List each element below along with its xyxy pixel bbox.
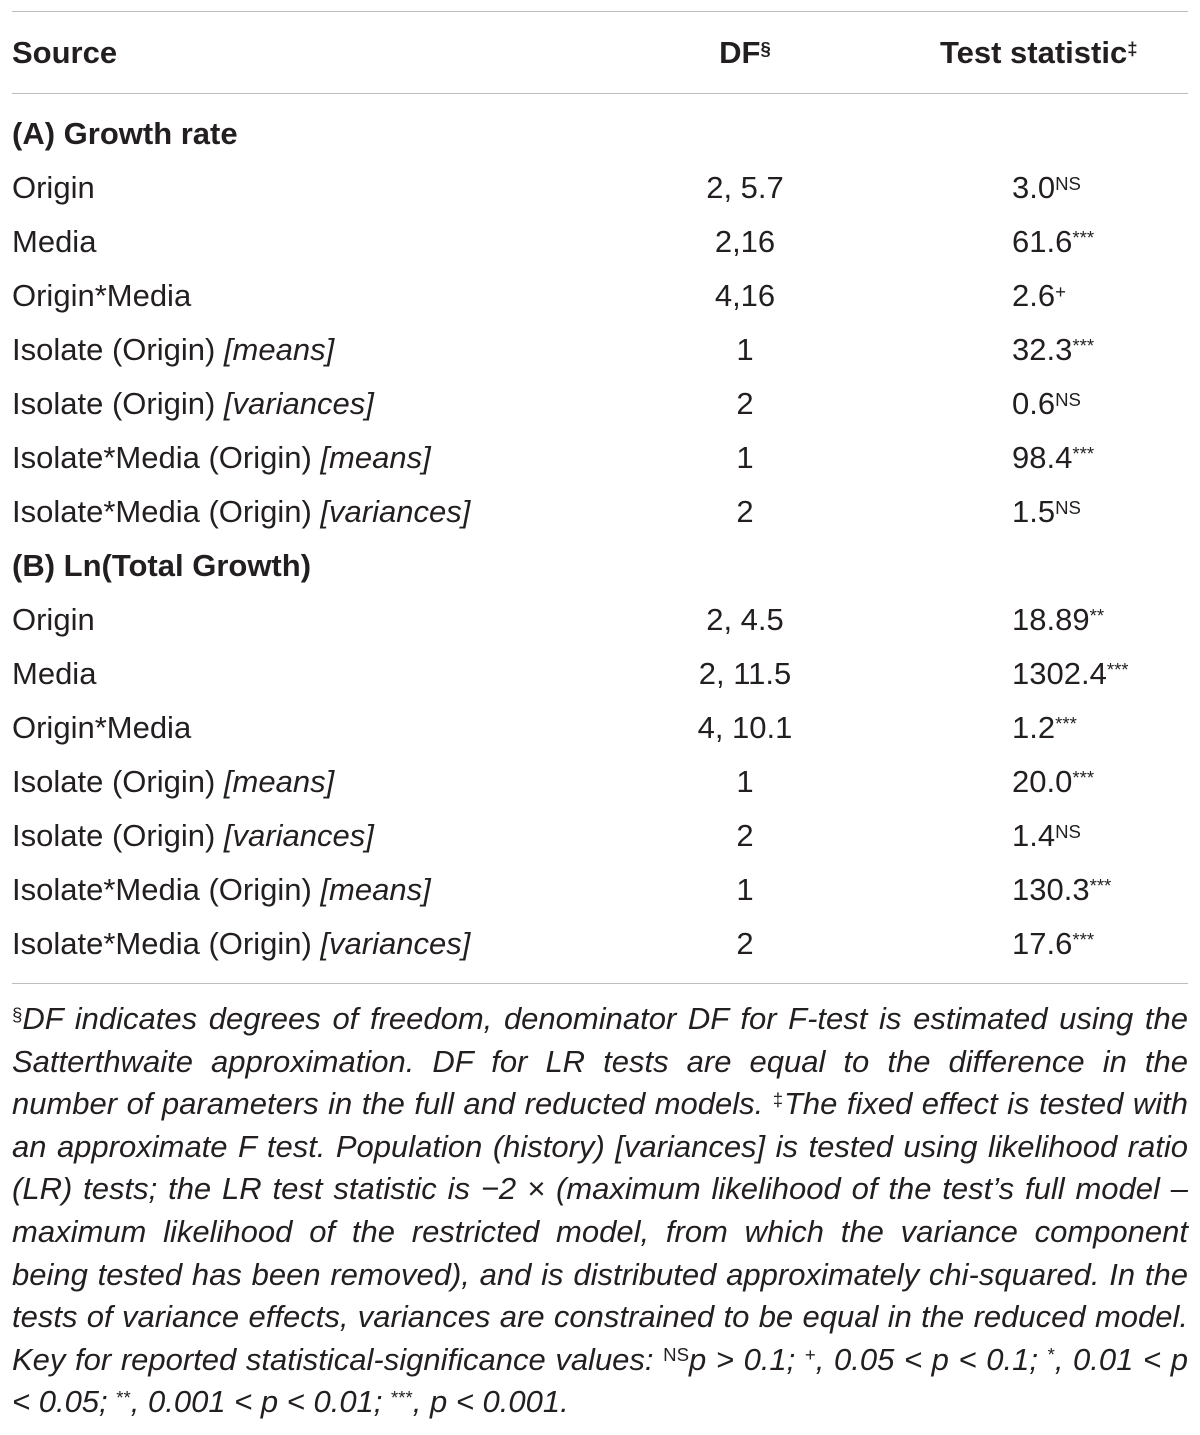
footnote-text: The fixed effect is tested with an approximate F test. Population (history) [variances] is tested using likelihood ratio (LR) tests; the LR test statistic is −2 × (maximum likelihood of the test’s full model – maximum likelihood of the restricted model, from which the variance component being tested has been removed), and is distributed approximately chi-squared. In the tests of variance effects, variances are constrained to be equal in the reduced model. Key for reported statistical-significance values: bbox=[12, 1086, 1188, 1377]
row-stat bbox=[1012, 431, 1094, 485]
row-df: 2 bbox=[736, 386, 754, 421]
table-row bbox=[0, 917, 1200, 971]
row-source-text: Origin bbox=[12, 170, 95, 205]
row-qualifier: [means] bbox=[223, 764, 335, 799]
row-source-text: Isolate*Media (Origin) bbox=[12, 440, 321, 475]
row-stat-value: 1.2 bbox=[1012, 710, 1056, 745]
header-df-mark: § bbox=[760, 37, 771, 59]
row-stat-value: 20.0 bbox=[1012, 764, 1073, 799]
row-sig: *** bbox=[1072, 766, 1095, 788]
row-df: 4, 10.1 bbox=[697, 710, 793, 745]
row-sig: *** bbox=[1072, 442, 1095, 464]
footnote-mark: + bbox=[804, 1344, 816, 1366]
row-df: 2, 5.7 bbox=[706, 170, 784, 205]
row-sig: *** bbox=[1072, 928, 1095, 950]
row-df: 1 bbox=[736, 764, 754, 799]
row-sig: ** bbox=[1089, 604, 1105, 626]
footnote-text: , p < 0.001. bbox=[412, 1384, 569, 1420]
table-row bbox=[0, 485, 1200, 539]
row-source bbox=[12, 215, 96, 269]
footnote-text: DF indicates degrees of freedom, denominator DF for F-test is estimated using the Satterthwaite approximation. DF for LR tests are equal to the difference in the number of parameters in the full and reducted models. bbox=[12, 1001, 1188, 1122]
row-sig: *** bbox=[1072, 334, 1095, 356]
section-title: (A) Growth rate bbox=[12, 116, 238, 151]
footnote-mark: § bbox=[12, 1003, 23, 1025]
row-stat-value: 32.3 bbox=[1012, 332, 1073, 367]
table-row bbox=[0, 701, 1200, 755]
table-row bbox=[0, 161, 1200, 215]
row-source-text: Isolate (Origin) bbox=[12, 818, 224, 853]
row-stat-value: 2.6 bbox=[1012, 278, 1056, 313]
row-sig: NS bbox=[1055, 820, 1081, 842]
table-row bbox=[0, 863, 1200, 917]
section-title-a bbox=[0, 107, 1200, 161]
row-df: 2, 11.5 bbox=[698, 656, 792, 691]
row-source bbox=[12, 863, 431, 917]
row-stat bbox=[1012, 161, 1081, 215]
row-stat-value: 130.3 bbox=[1012, 872, 1090, 907]
row-stat bbox=[1012, 485, 1081, 539]
row-df: 2 bbox=[736, 926, 754, 961]
section-title-b bbox=[0, 539, 1200, 593]
section-title: (B) Ln(Total Growth) bbox=[12, 548, 312, 583]
row-sig: + bbox=[1055, 280, 1066, 302]
row-stat bbox=[1012, 863, 1111, 917]
footnote-mark: * bbox=[1047, 1344, 1055, 1366]
row-df: 1 bbox=[736, 440, 754, 475]
row-qualifier: [variances] bbox=[223, 818, 374, 853]
row-df: 2 bbox=[736, 818, 754, 853]
table-row bbox=[0, 593, 1200, 647]
row-source-text: Isolate*Media (Origin) bbox=[12, 494, 321, 529]
row-df: 2,16 bbox=[714, 224, 776, 259]
header-stat bbox=[940, 26, 1138, 80]
row-df: 1 bbox=[736, 872, 754, 907]
row-source bbox=[12, 269, 191, 323]
bottom-rule bbox=[12, 983, 1188, 984]
row-source bbox=[12, 485, 470, 539]
table-row bbox=[0, 269, 1200, 323]
header-row bbox=[0, 26, 1200, 80]
row-source bbox=[12, 755, 334, 809]
table-row bbox=[0, 809, 1200, 863]
footnote-text: p > 0.1; bbox=[689, 1341, 805, 1377]
header-stat-mark: ‡ bbox=[1127, 37, 1138, 59]
row-stat bbox=[1012, 755, 1094, 809]
table-footnote bbox=[12, 998, 1188, 1424]
row-stat bbox=[1012, 809, 1081, 863]
table-row bbox=[0, 377, 1200, 431]
row-source bbox=[12, 377, 374, 431]
row-source bbox=[12, 647, 96, 701]
row-stat-value: 3.0 bbox=[1012, 170, 1056, 205]
row-source-text: Media bbox=[12, 656, 97, 691]
row-df: 4,16 bbox=[714, 278, 776, 313]
row-stat-value: 61.6 bbox=[1012, 224, 1073, 259]
row-stat bbox=[1012, 269, 1066, 323]
table-row bbox=[0, 431, 1200, 485]
row-stat-value: 17.6 bbox=[1012, 926, 1073, 961]
row-sig: *** bbox=[1089, 874, 1112, 896]
row-stat-value: 0.6 bbox=[1012, 386, 1056, 421]
header-df-label: DF bbox=[719, 35, 761, 70]
row-source bbox=[12, 917, 470, 971]
row-stat bbox=[1012, 917, 1094, 971]
row-source bbox=[12, 161, 95, 215]
footnote-text: , 0.05 < p < 0.1; bbox=[815, 1341, 1048, 1377]
row-sig: NS bbox=[1055, 172, 1081, 194]
row-qualifier: [means] bbox=[320, 440, 431, 475]
row-qualifier: [means] bbox=[320, 872, 431, 907]
row-sig: *** bbox=[1055, 712, 1077, 734]
row-qualifier: [variances] bbox=[223, 386, 374, 421]
row-df: 1 bbox=[736, 332, 754, 367]
header-stat-label: Test statistic bbox=[940, 35, 1128, 70]
row-stat bbox=[1012, 593, 1104, 647]
row-df: 2 bbox=[736, 494, 754, 529]
row-source bbox=[12, 323, 334, 377]
row-stat-value: 98.4 bbox=[1012, 440, 1073, 475]
header-rule bbox=[12, 93, 1188, 94]
row-stat-value: 1.4 bbox=[1012, 818, 1056, 853]
row-source-text: Isolate*Media (Origin) bbox=[12, 926, 321, 961]
row-stat bbox=[1012, 701, 1077, 755]
footnote-mark: ‡ bbox=[772, 1088, 784, 1110]
row-sig: *** bbox=[1072, 226, 1095, 248]
row-sig: NS bbox=[1055, 496, 1081, 518]
header-df bbox=[605, 26, 885, 80]
table-row bbox=[0, 755, 1200, 809]
header-source: Source bbox=[12, 35, 118, 70]
footnote-mark: *** bbox=[391, 1386, 413, 1408]
row-df: 2, 4.5 bbox=[706, 602, 784, 637]
top-rule bbox=[12, 11, 1188, 12]
table-row bbox=[0, 647, 1200, 701]
row-source-text: Origin*Media bbox=[12, 710, 192, 745]
footnote-mark: ** bbox=[116, 1386, 131, 1408]
row-qualifier: [means] bbox=[223, 332, 335, 367]
row-source bbox=[12, 701, 191, 755]
row-qualifier: [variances] bbox=[320, 494, 471, 529]
row-source bbox=[12, 431, 431, 485]
row-source-text: Isolate (Origin) bbox=[12, 332, 224, 367]
row-stat bbox=[1012, 323, 1094, 377]
row-source-text: Origin bbox=[12, 602, 95, 637]
row-source-text: Isolate*Media (Origin) bbox=[12, 872, 321, 907]
row-qualifier: [variances] bbox=[320, 926, 471, 961]
row-source-text: Origin*Media bbox=[12, 278, 192, 313]
row-sig: *** bbox=[1106, 658, 1129, 680]
row-stat bbox=[1012, 377, 1081, 431]
table-row bbox=[0, 323, 1200, 377]
table-row bbox=[0, 215, 1200, 269]
row-stat-value: 1.5 bbox=[1012, 494, 1056, 529]
row-source-text: Isolate (Origin) bbox=[12, 386, 224, 421]
row-stat-value: 1302.4 bbox=[1012, 656, 1107, 691]
row-stat bbox=[1012, 215, 1094, 269]
row-sig: NS bbox=[1055, 388, 1081, 410]
row-source-text: Media bbox=[12, 224, 97, 259]
row-source bbox=[12, 593, 95, 647]
footnote-text: , 0.01 < p < 0.05; bbox=[12, 1341, 1188, 1420]
row-source-text: Isolate (Origin) bbox=[12, 764, 224, 799]
footnote-mark: NS bbox=[663, 1344, 689, 1366]
row-stat-value: 18.89 bbox=[1012, 602, 1090, 637]
row-source bbox=[12, 809, 374, 863]
footnote-text: , 0.001 < p < 0.01; bbox=[130, 1384, 392, 1420]
row-stat bbox=[1012, 647, 1129, 701]
